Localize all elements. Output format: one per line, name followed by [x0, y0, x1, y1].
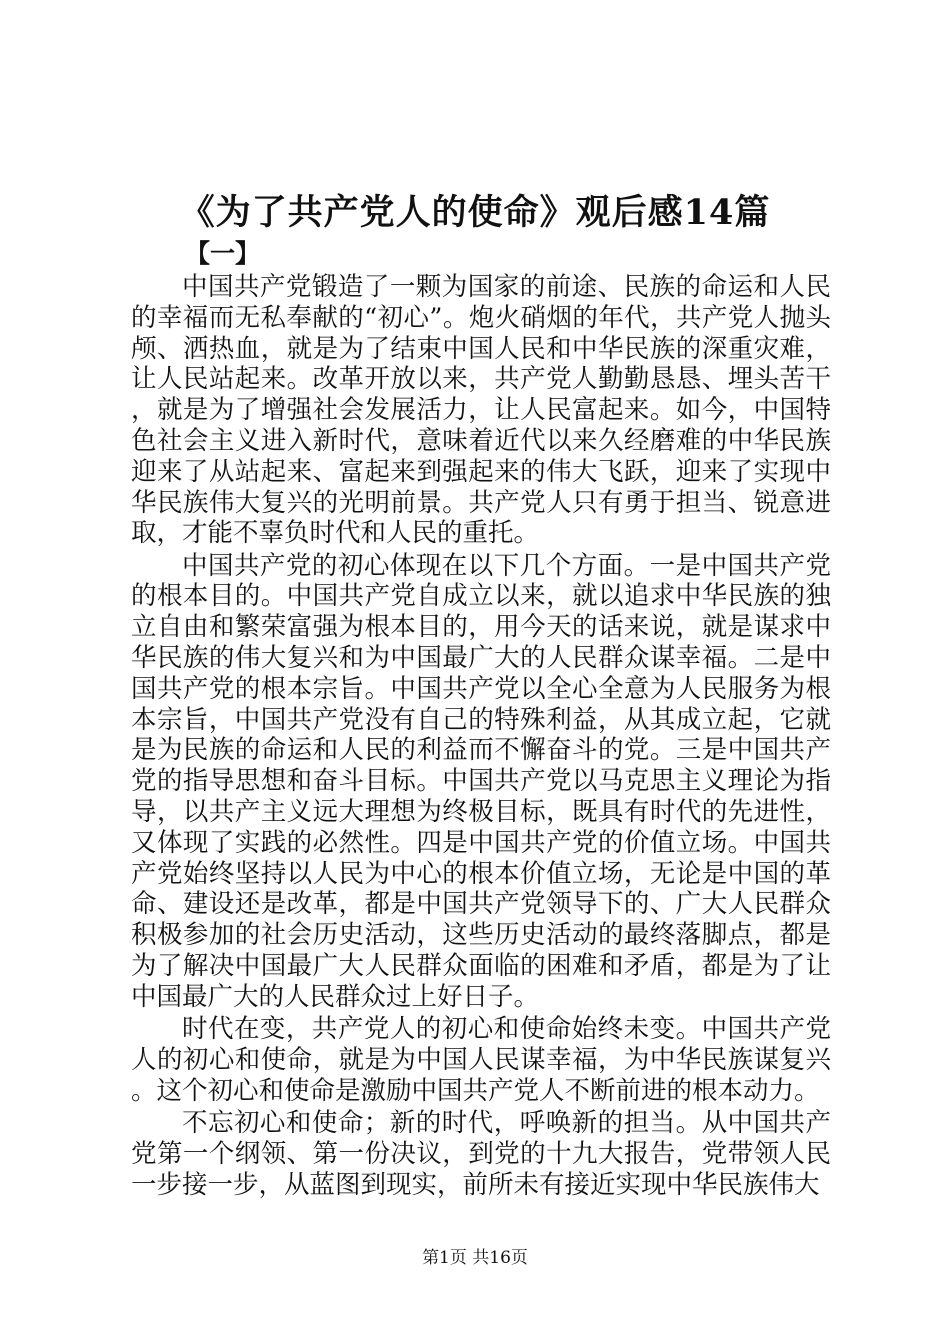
document-body — [131, 272, 831, 1200]
paragraph-4: 不忘初心和使命；新的时代，呼唤新的担当。从中国共产党第一个纲领、第一份决议，到党的十九大报告，党带领人民一步接一步，从蓝图到现实，前所未有接近实现中华民族伟大 — [131, 1108, 831, 1200]
section-heading: 【一】 — [185, 239, 261, 268]
paragraph-1: 中国共产党锻造了一颗为国家的前途、民族的命运和人民的幸福而无私奉献的“初心”。炮火硝烟的年代，共产党人抛头颅、洒热血，就是为了结束中国人民和中华民族的深重灾难，让人民站起来。改革开放以来，共产党人勤勤恳恳、埋头苦干，就是为了增强社会发展活力，让人民富起来。如今，中国特色社会主义进入新时代，意味着近代以来久经磨难的中华民族迎来了从站起来、富起来到强起来的伟大飞跃，迎来了实现中华民族伟大复兴的光明前景。共产党人只有勇于担当、锐意进取，才能不辜负时代和人民的重托。 — [131, 272, 831, 549]
document-title: 《为了共产党人的使命》观后感14篇 — [179, 192, 771, 233]
paragraph-2: 中国共产党的初心体现在以下几个方面。一是中国共产党的根本目的。中国共产党自成立以来，就以追求中华民族的独立自由和繁荣富强为根本目的，用今天的话来说，就是谋求中华民族的伟大复兴和为中国最广大的人民群众谋幸福。二是中国共产党的根本宗旨。中国共产党以全心全意为人民服务为根本宗旨，中国共产党没有自己的特殊利益，从其成立起，它就是为民族的命运和人民的利益而不懈奋斗的党。三是中国共产党的指导思想和奋斗目标。中国共产党以马克思主义理论为指导，以共产主义远大理想为终极目标，既具有时代的先进性，又体现了实践的必然性。四是中国共产党的价值立场。中国共产党始终坚持以人民为中心的根本价值立场，无论是中国的革命、建设还是改革，都是中国共产党领导下的、广大人民群众积极参加的社会历史活动，这些历史活动的最终落脚点，都是为了解决中国最广大人民群众面临的困难和矛盾，都是为了让中国最广大的人民群众过上好日子。 — [131, 550, 831, 1012]
page-footer: 第1页 共16页 — [422, 1248, 528, 1268]
paragraph-3: 时代在变，共产党人的初心和使命始终未变。中国共产党人的初心和使命，就是为中国人民谋幸福，为中华民族谋复兴。这个初心和使命是激励中国共产党人不断前进的根本动力。 — [131, 1014, 831, 1106]
